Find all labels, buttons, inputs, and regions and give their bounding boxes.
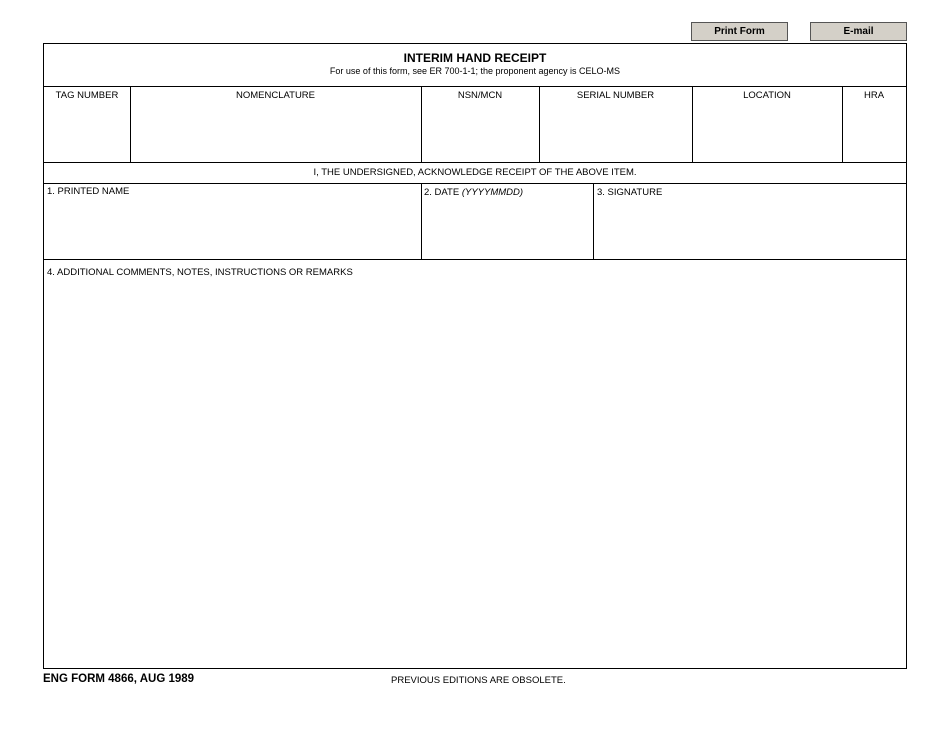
comments-input[interactable] <box>46 282 904 665</box>
column-divider <box>421 183 422 259</box>
date-input[interactable] <box>424 200 591 257</box>
date-format-hint: (YYYYMMDD) <box>461 187 524 198</box>
serial-number-input[interactable] <box>542 104 690 160</box>
divider <box>44 183 906 184</box>
column-header-nsn-mcn: NSN/MCN <box>457 90 503 101</box>
column-header-hra: HRA <box>863 90 885 101</box>
date-label-prefix: 2. DATE <box>424 187 460 198</box>
location-input[interactable] <box>695 104 840 160</box>
column-header-nomenclature: NOMENCLATURE <box>236 90 315 101</box>
printed-name-label: 1. PRINTED NAME <box>47 186 130 197</box>
column-header-tag-number: TAG NUMBER <box>55 90 119 101</box>
column-header-location: LOCATION <box>743 90 791 101</box>
column-header-serial-number: SERIAL NUMBER <box>576 90 655 101</box>
divider <box>44 162 906 163</box>
form-subtitle: For use of this form, see ER 700-1-1; the proponent agency is CELO-MS <box>329 66 621 76</box>
hra-input[interactable] <box>845 104 904 160</box>
email-button[interactable]: E-mail <box>810 22 907 41</box>
nomenclature-input[interactable] <box>133 104 419 160</box>
obsolete-notice: PREVIOUS EDITIONS ARE OBSOLETE. <box>391 675 566 686</box>
divider <box>44 259 906 260</box>
form-id: ENG FORM 4866, AUG 1989 <box>43 673 195 685</box>
form-title: INTERIM HAND RECEIPT <box>403 51 547 65</box>
comments-label: 4. ADDITIONAL COMMENTS, NOTES, INSTRUCTIONS OR REMARKS <box>47 267 353 278</box>
divider <box>44 86 906 87</box>
column-divider <box>593 183 594 259</box>
signature-label: 3. SIGNATURE <box>597 187 663 198</box>
nsn-mcn-input[interactable] <box>424 104 537 160</box>
date-label <box>424 187 523 198</box>
acknowledgement-text: I, THE UNDERSIGNED, ACKNOWLEDGE RECEIPT OF THE ABOVE ITEM. <box>313 167 637 178</box>
signature-field[interactable] <box>596 200 904 257</box>
printed-name-input[interactable] <box>46 200 419 257</box>
tag-number-input[interactable] <box>46 104 128 160</box>
print-form-button[interactable]: Print Form <box>691 22 788 41</box>
hand-receipt-form <box>43 43 907 669</box>
